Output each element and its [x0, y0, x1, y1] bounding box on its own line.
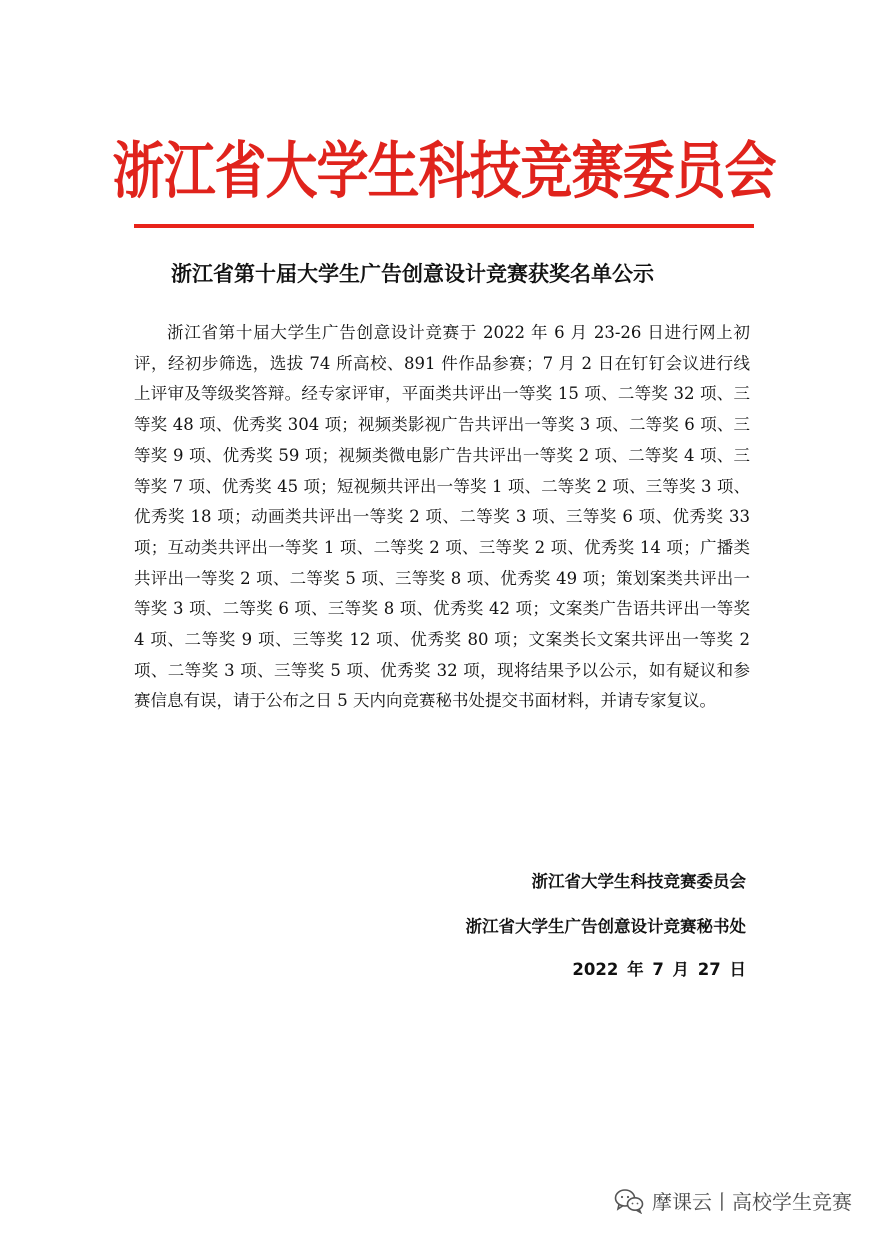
document-body: 浙江省第十届大学生广告创意设计竞赛于 2022 年 6 月 23-26 日进行网上初评，经初步筛选，选拔 74 所高校、891 件作品参赛；7 月 2 日在钉钉会议进行线上评审及等级奖答辩。经专家评审，平面类共评出一等奖 15 项、二等奖 32 项、三等奖 48 项、优秀奖 304 项；视频类影视广告共评出一等奖 3 项、二等奖 6 项、三等奖 9 项、优秀奖 59 项；视频类微电影广告共评出一等奖 2 项、二等奖 4 项、三等奖 7 项、优秀奖 45 项；短视频共评出一等奖 1 项、二等奖 2 项、三等奖 3 项、优秀奖 18 项；动画类共评出一等奖 2 项、二等奖 3 项、三等奖 6 项、优秀奖 33 项；互动类共评出一等奖 1 项、二等奖 2 项、三等奖 2 项、优秀奖 14 项；广播类共评出一等奖 2 项、二等奖 5 项、三等奖 8 项、优秀奖 49 项；策划案类共评出一等奖 3 项、二等奖 6 项、三等奖 8 项、优秀奖 42 项；文案类广告语共评出一等奖 4 项、二等奖 9 项、三等奖 12 项、优秀奖 80 项；文案类长文案共评出一等奖 2 项、二等奖 3 项、三等奖 5 项、优秀奖 32 项，现将结果予以公示，如有疑议和参赛信息有误，请于公布之日 5 天内向竞赛秘书处提交书面材料，并请专家复议。 [134, 323, 750, 711]
watermark-text: 摩课云丨高校学生竞赛 [652, 1190, 852, 1214]
signature-date: 2022 年 7 月 27 日 [572, 960, 746, 979]
letterhead [112, 128, 776, 207]
wechat-icon [614, 1188, 644, 1214]
letterhead-title: 浙江省大学生科技竞赛委员会 [112, 134, 776, 207]
letterhead-red-rule [134, 224, 754, 228]
signature-secretariat: 浙江省大学生广告创意设计竞赛秘书处 [465, 917, 746, 936]
signature-committee: 浙江省大学生科技竞赛委员会 [531, 872, 746, 891]
document-title: 浙江省第十届大学生广告创意设计竞赛获奖名单公示 [171, 262, 654, 286]
watermark [614, 1186, 852, 1215]
